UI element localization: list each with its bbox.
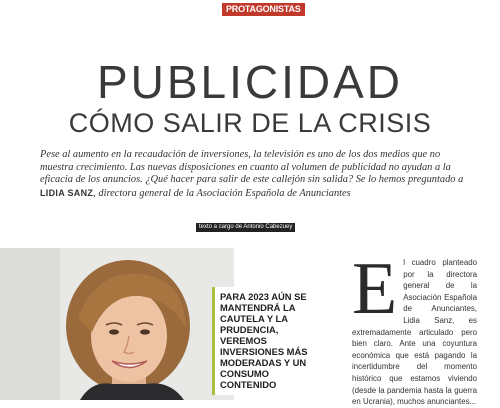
lede-author-name: LIDIA SANZ bbox=[40, 187, 94, 198]
lede-text: Pese al aumento en la recaudación de inversiones, la televisión es uno de los dos medios que no muestra crecimiento. Las nuevas disposiciones en cuanto al volumen de publicidad no ayudan a la eficacia de los anuncios. ¿Qué hacer para salir de este callejón sin salida? Se lo hemos preguntado a bbox=[40, 149, 464, 186]
portrait-photo bbox=[0, 248, 234, 400]
headline: PUBLICIDAD bbox=[96, 56, 404, 108]
subheadline: CÓMO SALIR DE LA CRISIS bbox=[68, 108, 432, 138]
drop-cap: E bbox=[352, 248, 398, 330]
pull-quote: PARA 2023 AÚN SE MANTENDRÁ LA CAUTELA Y LA PRUDENCIA, VEREMOS INVERSIONES MÁS MODERADAS Y UN CONSUMO CONTENIDO bbox=[212, 287, 324, 395]
section-tag: PROTAGONISTAS bbox=[222, 3, 305, 16]
body-column bbox=[352, 248, 477, 407]
lede-author-role: , directora general de la Asociación Española de Anunciantes bbox=[93, 187, 351, 199]
lede-paragraph bbox=[40, 149, 465, 200]
byline: texto a cargo de Antonio Cabezuey bbox=[196, 223, 295, 232]
body-text: l cuadro planteado por la directora general de la Asociación Española de Anunciantes, Lidia Sanz, es extremadamente articulado pero bien claro. Ante una coyuntura económica que está pagando la incertidumbre del momento histórico que estamos viviendo (desde la pandemia hasta la guerra en Ucrania), muchos anunciantes... bbox=[352, 258, 477, 407]
portrait-illustration bbox=[0, 248, 234, 400]
